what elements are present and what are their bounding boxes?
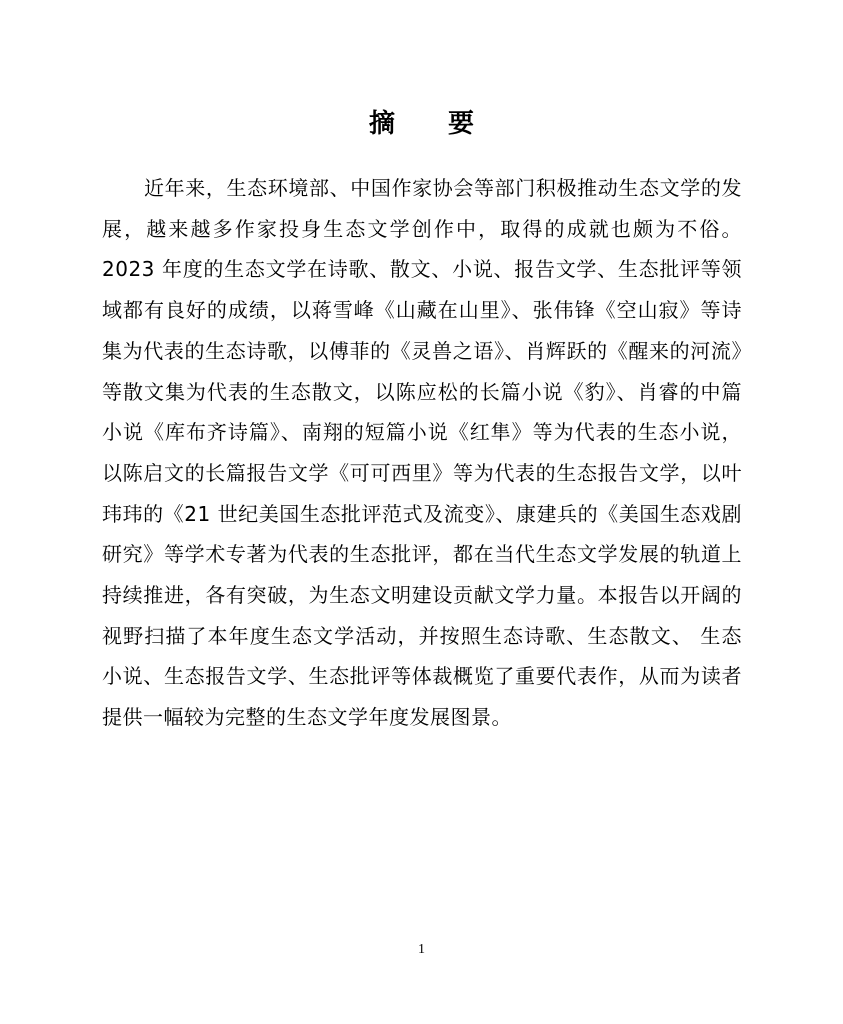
page-title: 摘 要	[368, 109, 497, 139]
abstract-paragraph: 近年来，生态环境部、中国作家协会等部门积极推动生态文学的发展，越来越多作家投身生态文学创作中，取得的成就也颇为不俗。2023 年度的生态文学在诗歌、散文、小说、报告文学、生态批评等领域都有良好的成绩，以蒋雪峰《山藏在山里》、张伟锋《空山寂》等诗集为代表的生态诗歌，以傅菲的《灵兽之语》、肖辉跃的《醒来的河流》等散文集为代表的生态散文，以陈应松的长篇小说《豹》、肖睿的中篇小说《库布齐诗篇》、南翔的短篇小说《红隼》等为代表的生态小说，以陈启文的长篇报告文学《可可西里》等为代表的生态报告文学，以叶玮玮的《21 世纪美国生态批评范式及流变》、康建兵的《美国生态戏剧研究》等学术专著为代表的生态批评，都在当代生态文学发展的轨道上持续推进，各有突破，为生态文明建设贡献文学力量。本报告以开阔的视野扫描了本年度生态文学活动，并按照生态诗歌、生态散文、 生态小说、生态报告文学、生态批评等体裁概览了重要代表作，从而为读者提供一幅较为完整的生态文学年度发展图景。	[102, 176, 742, 730]
page-number: 1	[418, 942, 425, 957]
